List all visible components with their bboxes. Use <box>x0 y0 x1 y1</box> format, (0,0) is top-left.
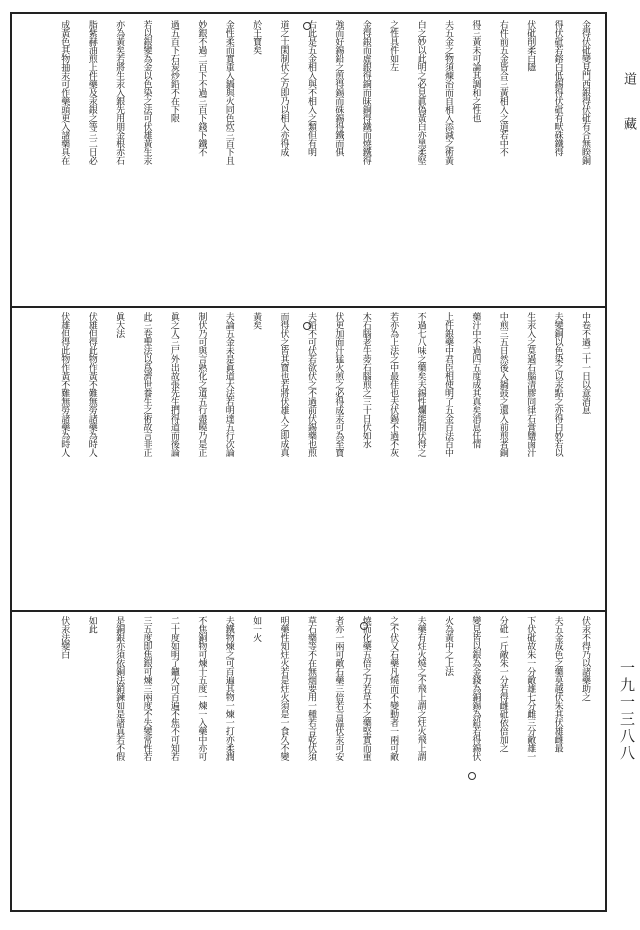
text-column: 之性具件如左 <box>388 20 399 71</box>
text-column: 中煎三五日然後入鍋鼓之還入前煎者銅 <box>497 312 508 457</box>
text-column: 夫變銅以色染之以汞點之亦得白妙若以 <box>552 312 563 457</box>
section-mark <box>360 622 368 630</box>
section-mark <box>303 22 311 30</box>
text-column: 下伏砒故朱一分敵雄七分雌三分敵雄一 <box>525 616 536 761</box>
text-column: 夫鐵物煉之可百遍其物一煉一打亦柔潤 <box>223 616 234 761</box>
section-mark <box>468 772 476 780</box>
text-column: 之不伏又石藥凡燒而不變動者一兩可敵 <box>388 616 399 761</box>
text-panel-top <box>20 20 598 302</box>
text-column: 不焦銅物可煉十五度一煉一入藥中亦可 <box>196 616 207 761</box>
text-column: 火為黃中之上法 <box>442 616 453 676</box>
text-column: 過五百下石炭炒鉛不在下限 <box>168 20 179 122</box>
text-column: 三五度即焦銀可煉三兩度不失變常性若 <box>141 616 152 761</box>
text-column: 如此 <box>86 616 97 633</box>
section-mark <box>303 322 311 330</box>
text-column: 中卷不過二十一日以意消息 <box>580 312 590 414</box>
text-column: 金得銀而虛銀得銅而昧銅得鐵而燒鐵得 <box>360 20 371 165</box>
text-column: 夫五金之物須煉治而自相入添減之術黃 <box>442 20 453 165</box>
text-column: 右此是五金相入與不相入之類但有明 <box>305 20 316 156</box>
text-column: 伏更加面汁猛火煎之必得成汞可為至寶 <box>333 312 344 457</box>
text-column: 上件銀藥中君臣相使明了五金百法百中 <box>442 312 453 457</box>
text-column: 伏砒削柔白隱 <box>525 20 536 71</box>
text-column: 二十度如明了鑪火可百遍不焦不可知若 <box>168 616 179 761</box>
text-column: 草石藥等不在無烟要用一種若言乾伏須 <box>305 616 316 761</box>
text-column: 木石腦老牛蒡石腦煎之三十日伏如水 <box>360 312 371 448</box>
text-column: 右件前五金皆合三黃相入之道若中不 <box>497 20 508 156</box>
text-column: 眞之人三尸外出故張先生捫得道而後論 <box>168 312 179 457</box>
text-column: 得伏砒若鎔白低錫得伏砒有畎硃鐵得 <box>552 20 563 156</box>
text-column: 夫論五金未是眞道大法若明達五行次論 <box>223 312 234 457</box>
column-group <box>50 616 598 904</box>
text-column: 妙銀不過二百下不過三百下錢下鐵不 <box>196 20 207 156</box>
text-column: 而得伏之皆其寶也若將伏雄入之即成真 <box>278 312 289 457</box>
text-column: 是銅銀亦須依銅法銷鍊如是諸真若不假 <box>114 616 125 761</box>
text-column: 強而好錫鉛之煎得錫而硃錫得鐵而俱 <box>333 20 344 156</box>
text-column: 制伏乃可與言熟化之道五行盡曉乃是正 <box>196 312 207 457</box>
text-column: 黃矣 <box>251 312 262 329</box>
text-column: 生汞入之莫過石腦清膠同律石膏鹽鹵汁 <box>525 312 536 457</box>
text-column: 伏雄但得此物作黃不難無勞諸藥為時人 <box>86 312 97 457</box>
text-column: 明藥性知炷火若是炷火須是一食久不變 <box>278 616 289 761</box>
text-column: 燒而化藥五倍之力若草木之藥堅實而重 <box>360 616 371 761</box>
text-column: 白之妙以此明之必見眞偽黃白亦黑柔堅 <box>415 20 426 165</box>
text-column: 伏雄但得此物作黃不難無勞諸藥為時人 <box>59 312 70 457</box>
text-column: 變見皆以銀為金錢為銅錫為鉛若得錫伏 <box>470 616 481 761</box>
text-panel-bottom <box>20 616 598 904</box>
text-column: 於王寶矣 <box>251 20 262 54</box>
text-column: 若亦為上法之中最佳也夫伏錫不過不灰 <box>388 312 399 457</box>
column-group <box>50 312 598 604</box>
text-column: 如一火 <box>251 616 262 642</box>
column-group <box>50 20 598 302</box>
text-column: 道之士閑制伏之方即乃以相入亦得成 <box>278 20 289 156</box>
panel-divider <box>12 610 605 612</box>
text-column: 分砒一斤敵朱一分若得雌砒依倍加之 <box>497 616 508 752</box>
text-column: 脂紫赫油煎上件藥及汞銀之等三二日必 <box>86 20 97 165</box>
text-column: 伏汞不得乃以諸藥助之 <box>580 616 590 701</box>
text-column: 夫藥有炷火燒之不飛上謂之炷火飛上謂 <box>415 616 426 761</box>
text-column: 金得伏砒變見門西銀得伏砒有合無睽銅 <box>580 20 590 165</box>
text-column: 者亦一兩可敵石藥三倍若言溫伏汞可安 <box>333 616 344 761</box>
text-column: 不過七八味之藥矣夫錫性爛能制伏得之 <box>415 312 426 457</box>
text-column: 伏汞法變白 <box>59 616 70 659</box>
canon-title: 道 藏 <box>621 72 636 145</box>
text-column: 此三卷聖法以爲濟世養生之術故言非正 <box>141 312 152 457</box>
text-column: 成黃色其物抽汞可作藥頭更入諸藥具在 <box>59 20 70 165</box>
text-column: 眞大法 <box>114 312 125 338</box>
text-column: 夫鉛不可伏若欲伏之不過前伏錫藥也煎 <box>305 312 316 457</box>
text-panel-middle <box>20 312 598 604</box>
text-column: 夫五金成色之藥莫越伏朱其伏雄雌最 <box>552 616 563 752</box>
text-column: 若以銀變為金以色染之法可伏雄黃生汞 <box>141 20 152 165</box>
text-column: 得三黃未可論其調和之性也 <box>470 20 481 122</box>
panel-divider <box>12 306 605 308</box>
text-column: 藥汁中不過四五度成其真矣消息任情 <box>470 312 481 448</box>
page-number: 一九一三八八 <box>618 660 636 762</box>
text-column: 亦為黃矣若將生汞入銀先用朋金根赤石 <box>114 20 125 165</box>
text-column: 金性柔而實重入鍋與火同色炊三百下且 <box>223 20 234 165</box>
